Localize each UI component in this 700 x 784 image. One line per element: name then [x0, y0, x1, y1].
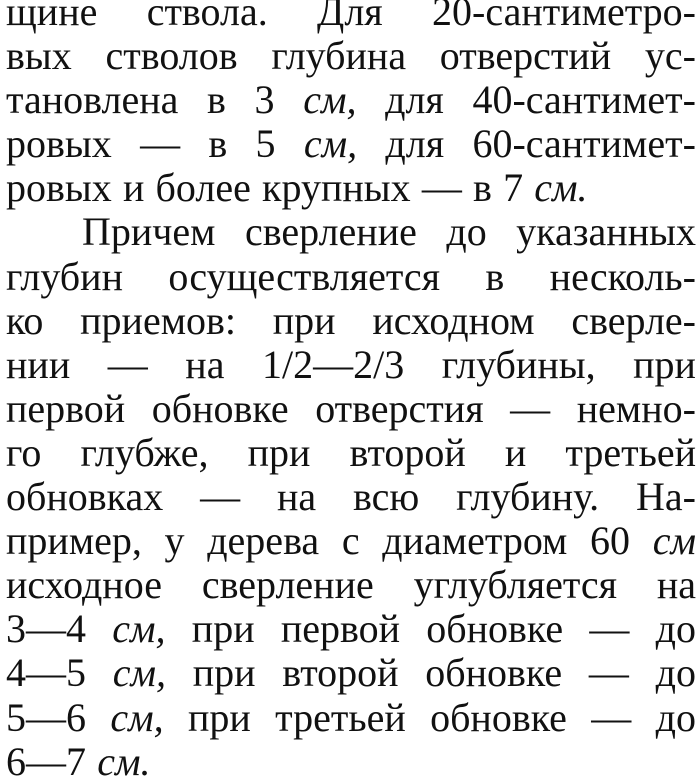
word: На-: [635, 474, 696, 520]
text-line: [6, 431, 696, 475]
word: исходное: [6, 562, 162, 608]
text-line: [6, 0, 696, 34]
word: диаметром: [382, 518, 568, 564]
word: ровых: [6, 165, 112, 211]
text-line: [6, 210, 696, 254]
text-line: [6, 563, 696, 607]
word: 5—6: [6, 694, 86, 740]
text-line: [6, 740, 696, 784]
word: до: [655, 606, 696, 652]
word: 3: [254, 77, 275, 123]
word: ровых: [6, 121, 112, 167]
italic-word: см.: [534, 165, 588, 211]
word: на: [656, 562, 696, 608]
word: обновке: [151, 385, 289, 431]
word: 6—7: [6, 738, 86, 784]
italic-word: см,: [112, 606, 166, 652]
italic-word: см,: [112, 650, 167, 696]
text-line: [6, 696, 696, 740]
word: до: [446, 209, 487, 255]
word: сверле-: [571, 297, 696, 343]
word: отверстий: [439, 33, 612, 79]
word: в: [485, 253, 505, 299]
word: всю: [352, 474, 420, 520]
word: у: [164, 518, 185, 564]
word: пример,: [6, 518, 142, 564]
word: глубины,: [441, 341, 596, 387]
word: на: [185, 341, 225, 387]
word: исходном: [372, 297, 535, 343]
text-line: [6, 519, 696, 563]
word: при: [191, 606, 255, 652]
italic-word: см,: [303, 77, 357, 123]
word: более: [155, 165, 251, 211]
italic-word: см.: [97, 738, 151, 784]
word: и: [504, 429, 527, 475]
word: вых: [6, 33, 72, 79]
word: в: [207, 77, 226, 123]
word: —: [421, 165, 462, 211]
word: Для: [317, 0, 383, 34]
word: углубляется: [413, 562, 617, 608]
word: стволов: [105, 33, 238, 79]
text-line: [6, 343, 696, 387]
word: для: [385, 77, 444, 123]
word: в: [473, 165, 492, 211]
text-line: [6, 475, 696, 519]
word: первой: [6, 385, 126, 431]
word: при: [272, 297, 336, 343]
word: обновке: [426, 606, 564, 652]
word: несколь-: [549, 253, 696, 299]
text-line: [6, 255, 696, 299]
word: 5: [255, 121, 276, 167]
word: ус-: [644, 33, 696, 79]
word: щине: [6, 0, 98, 34]
word: нии: [6, 341, 71, 387]
word: в: [208, 121, 228, 167]
word: третьей: [275, 694, 406, 740]
word: 60-сантимет-: [472, 121, 696, 167]
document-page: [6, 0, 696, 784]
italic-word: см: [652, 518, 696, 564]
word: при: [247, 429, 311, 475]
word: второй: [282, 650, 399, 696]
text-line: [6, 122, 696, 166]
word: 1/2—2/3: [261, 341, 405, 387]
word: —: [588, 650, 629, 696]
word: второй: [349, 429, 466, 475]
word: 3—4: [6, 606, 86, 652]
word: для: [385, 121, 445, 167]
word: глубже,: [80, 429, 209, 475]
word: го: [6, 429, 42, 475]
word: приемов:: [80, 297, 237, 343]
word: немно-: [576, 385, 696, 431]
text-line: [6, 387, 696, 431]
word: обновке: [430, 694, 567, 740]
word: отверстия: [315, 385, 484, 431]
word: Причем: [82, 209, 216, 255]
word: крупных: [262, 165, 411, 211]
word: глубин: [6, 253, 123, 299]
word: ко: [6, 297, 44, 343]
word: 60: [590, 518, 631, 564]
text-line: [6, 299, 696, 343]
word: сверление: [201, 562, 374, 608]
word: обновках: [6, 474, 164, 520]
italic-word: см,: [303, 121, 358, 167]
word: дерева: [207, 518, 320, 564]
italic-word: см,: [110, 694, 164, 740]
word: глубину.: [456, 474, 600, 520]
word: —: [107, 341, 148, 387]
word: —: [589, 606, 630, 652]
word: на: [276, 474, 317, 520]
word: при: [633, 341, 696, 387]
word: до: [655, 650, 696, 696]
paragraph: [6, 210, 696, 783]
word: 20-сантиметро-: [432, 0, 696, 34]
word: третьей: [565, 429, 696, 475]
word: 40-сантимет-: [472, 77, 696, 123]
word: первой: [280, 606, 401, 652]
word: —: [510, 385, 551, 431]
word: при: [187, 694, 251, 740]
paragraph: [6, 0, 696, 210]
word: сверление: [244, 209, 417, 255]
word: 7: [503, 165, 524, 211]
word: глубина: [271, 33, 407, 79]
word: тановлена: [6, 77, 179, 123]
word: при: [192, 650, 256, 696]
text-line: [6, 607, 696, 651]
text-line: [6, 34, 696, 78]
word: и: [122, 165, 145, 211]
word: до: [655, 694, 696, 740]
word: —: [591, 694, 632, 740]
word: —: [200, 474, 241, 520]
text-line: [6, 78, 696, 122]
word: обновке: [425, 650, 563, 696]
word: ствола.: [146, 0, 268, 34]
text-line: [6, 651, 696, 695]
word: с: [341, 518, 360, 564]
word: 4—5: [6, 650, 86, 696]
word: осуществляется: [168, 253, 440, 299]
text-line: [6, 166, 696, 210]
word: —: [140, 121, 181, 167]
word: указанных: [516, 209, 696, 255]
